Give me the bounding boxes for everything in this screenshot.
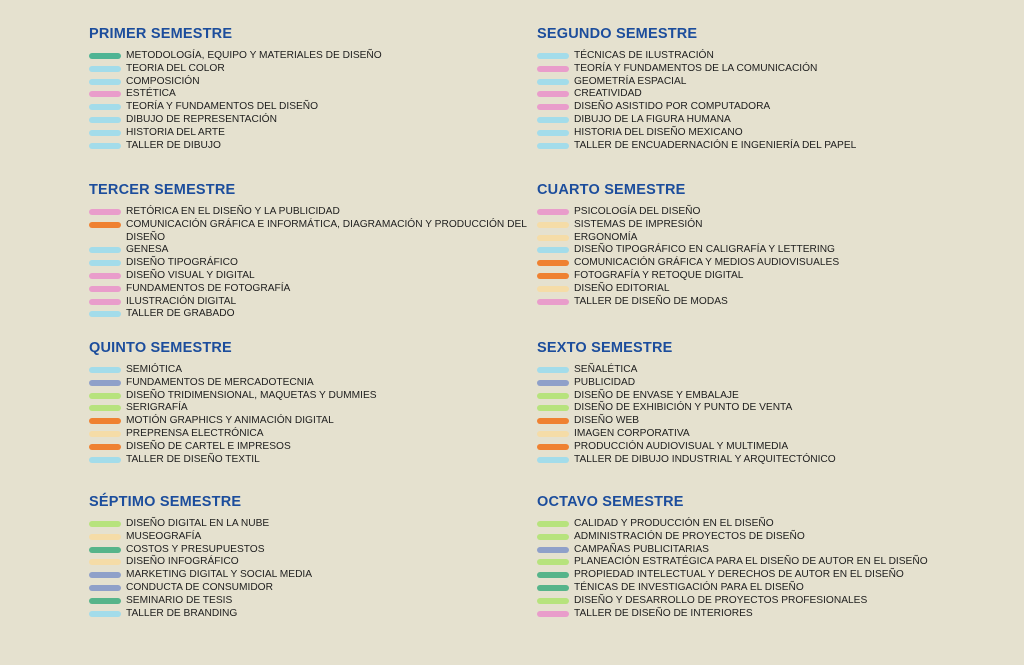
course-item: [89, 364, 529, 377]
color-pill-navy: [537, 380, 569, 386]
course-name: GENESA: [126, 244, 169, 256]
color-pill-navy: [537, 547, 569, 553]
semester-title: QUINTO SEMESTRE: [89, 340, 232, 356]
course-name: RETÓRICA EN EL DISEÑO Y LA PUBLICIDAD: [126, 206, 340, 217]
course-name: SEMINARIO DE TESIS: [126, 594, 233, 606]
course-name: TALLER DE GRABADO: [126, 308, 235, 320]
color-pill-navy: [89, 585, 121, 591]
color-pill-orange: [537, 273, 569, 279]
course-name: PUBLICIDAD: [574, 376, 636, 388]
course-item: [89, 101, 529, 114]
course-name: HISTORIA DEL DISEÑO MEXICANO: [574, 126, 743, 138]
course-name: DISEÑO TIPOGRÁFICO EN CALIGRAFÍA Y LETTERING: [574, 244, 835, 256]
color-pill-lime: [537, 405, 569, 411]
color-pill-mint: [89, 53, 121, 59]
course-item: [537, 127, 977, 140]
course-name: HISTORIA DEL ARTE: [126, 126, 225, 138]
semester-octavo: [537, 494, 977, 620]
course-name: TÉCNICAS DE ILUSTRACIÓN: [574, 50, 714, 61]
color-pill-cream: [537, 431, 569, 437]
course-item: [537, 114, 977, 127]
course-item: [89, 140, 529, 153]
color-pill-lime: [89, 521, 121, 527]
course-item: [89, 244, 529, 257]
course-item: [89, 556, 529, 569]
course-item: [89, 569, 529, 582]
color-pill-cream: [89, 431, 121, 437]
course-item: [537, 377, 977, 390]
color-pill-blue: [537, 130, 569, 136]
color-pill-blue: [89, 247, 121, 253]
course-item: [537, 76, 977, 89]
semester-tercer: [89, 182, 529, 321]
color-pill-blue: [89, 143, 121, 149]
course-name: SEMIÓTICA: [126, 364, 183, 375]
semester-segundo: [537, 26, 977, 152]
color-pill-lime: [537, 598, 569, 604]
color-pill-pink: [537, 91, 569, 97]
course-item: [537, 531, 977, 544]
course-item: [537, 364, 977, 377]
course-name: CREATIVIDAD: [574, 88, 642, 100]
color-pill-orange: [89, 444, 121, 450]
color-pill-blue: [89, 104, 121, 110]
course-name: MOTIÓN GRAPHICS Y ANIMACIÓN DIGITAL: [126, 415, 334, 427]
semester-title: PRIMER SEMESTRE: [89, 26, 233, 42]
course-item: [537, 441, 977, 454]
course-name: IMAGEN CORPORATIVA: [574, 427, 690, 439]
course-item: [89, 76, 529, 89]
color-pill-blue: [89, 117, 121, 123]
course-name: PSICOLOGÍA DEL DISEÑO: [574, 206, 701, 217]
course-name: FUNDAMENTOS DE FOTOGRAFÍA: [126, 282, 291, 294]
color-pill-pink: [537, 209, 569, 215]
course-name: DISEÑO DE ENVASE Y EMBALAJE: [574, 389, 739, 401]
color-pill-blue: [89, 130, 121, 136]
semester-primer: [89, 26, 529, 152]
color-pill-blue: [89, 260, 121, 266]
color-pill-lime: [537, 521, 569, 527]
course-item: [537, 518, 977, 531]
course-name: TALLER DE DIBUJO: [126, 139, 221, 151]
course-item: [89, 518, 529, 531]
semester-cuarto: [537, 182, 977, 308]
course-name: MARKETING DIGITAL Y SOCIAL MEDIA: [126, 569, 313, 581]
course-name: DISEÑO VISUAL Y DIGITAL: [126, 269, 255, 281]
course-name: METODOLOGÍA, EQUIPO Y MATERIALES DE DISEÑO: [126, 50, 382, 61]
course-name: DISEÑO DIGITAL EN LA NUBE: [126, 518, 270, 529]
course-item: [89, 441, 529, 454]
course-item: [537, 257, 977, 270]
course-item: [89, 88, 529, 101]
color-pill-pink: [537, 66, 569, 72]
color-pill-lime: [537, 559, 569, 565]
color-pill-blue: [89, 457, 121, 463]
color-pill-pink: [89, 273, 121, 279]
color-pill-pink: [537, 104, 569, 110]
color-pill-blue: [89, 311, 121, 317]
course-item: [89, 377, 529, 390]
course-item: [537, 608, 977, 621]
course-item: [89, 270, 529, 283]
color-pill-blue: [89, 79, 121, 85]
course-item: [89, 402, 529, 415]
course-name: TEORÍA Y FUNDAMENTOS DE LA COMUNICACIÓN: [574, 62, 818, 74]
color-pill-pink: [89, 91, 121, 97]
color-pill-lime: [537, 393, 569, 399]
course-item: [537, 595, 977, 608]
course-name: DISEÑO INFOGRÁFICO: [126, 556, 239, 568]
course-item: [537, 569, 977, 582]
course-item: [89, 595, 529, 608]
course-name: DISEÑO TIPOGRÁFICO: [126, 257, 238, 269]
course-item: [89, 114, 529, 127]
color-pill-orange: [537, 444, 569, 450]
color-pill-green: [89, 598, 121, 604]
course-name: FUNDAMENTOS DE MERCADOTECNIA: [126, 376, 314, 388]
color-pill-pink: [537, 299, 569, 305]
course-name: PRODUCCIÓN AUDIOVISUAL Y MULTIMEDIA: [574, 440, 789, 452]
course-item: [537, 544, 977, 557]
course-name: DISEÑO ASISTIDO POR COMPUTADORA: [574, 101, 771, 113]
course-name: SISTEMAS DE IMPRESIÓN: [574, 218, 703, 230]
course-name: PREPRENSA ELECTRÓNICA: [126, 427, 264, 439]
course-item: [537, 556, 977, 569]
course-name: DIBUJO DE LA FIGURA HUMANA: [574, 113, 731, 125]
semester-title: SEGUNDO SEMESTRE: [537, 26, 698, 42]
course-name: ILUSTRACIÓN DIGITAL: [126, 295, 237, 307]
course-name: DISEÑO WEB: [574, 415, 640, 427]
course-item: [89, 63, 529, 76]
course-item: [89, 582, 529, 595]
color-pill-navy: [89, 380, 121, 386]
color-pill-navy: [89, 572, 121, 578]
course-item: [537, 206, 977, 219]
course-name: DISEÑO DE EXHIBICIÓN Y PUNTO DE VENTA: [574, 402, 793, 414]
course-name: SERIGRAFÍA: [126, 402, 188, 414]
course-name: TALLER DE DISEÑO DE INTERIORES: [574, 607, 753, 619]
course-name: SEÑALÉTICA: [574, 364, 638, 375]
course-item: [89, 415, 529, 428]
course-name: DISEÑO Y DESARROLLO DE PROYECTOS PROFESIONALES: [574, 594, 868, 606]
color-pill-pink: [89, 209, 121, 215]
course-item: [537, 402, 977, 415]
course-item: [89, 390, 529, 403]
course-item: [537, 582, 977, 595]
course-name: TÉNICAS DE INVESTIGACIÓN PARA EL DISEÑO: [574, 581, 804, 593]
course-name: DISEÑO TRIDIMENSIONAL, MAQUETAS Y DUMMIES: [126, 389, 377, 401]
color-pill-blue: [537, 247, 569, 253]
course-name: GEOMETRÍA ESPACIAL: [574, 75, 687, 87]
course-item: [537, 296, 977, 309]
course-item: [89, 127, 529, 140]
course-name: CAMPAÑAS PUBLICITARIAS: [574, 543, 709, 555]
course-item: [537, 283, 977, 296]
color-pill-green: [537, 572, 569, 578]
course-item: [89, 454, 529, 467]
course-item: [89, 531, 529, 544]
semester-title: OCTAVO SEMESTRE: [537, 494, 684, 510]
color-pill-lime: [89, 405, 121, 411]
course-item: [537, 454, 977, 467]
color-pill-orange: [89, 222, 121, 228]
color-pill-cream: [89, 559, 121, 565]
course-item: [89, 544, 529, 557]
color-pill-green: [89, 547, 121, 553]
course-name: FOTOGRAFÍA Y RETOQUE DIGITAL: [574, 269, 744, 281]
semester-title: SÉPTIMO SEMESTRE: [89, 494, 242, 510]
course-name: DISEÑO DE CARTEL E IMPRESOS: [126, 440, 291, 452]
course-name: COMUNICACIÓN GRÁFICA E INFORMÁTICA, DIAGRAMACIÓN Y PRODUCCIÓN DEL DISEÑO: [126, 218, 527, 243]
color-pill-orange: [537, 418, 569, 424]
course-name: COMUNICACIÓN GRÁFICA Y MEDIOS AUDIOVISUALES: [574, 257, 840, 269]
semester-sexto: [537, 340, 977, 466]
color-pill-lime: [537, 534, 569, 540]
course-name: CALIDAD Y PRODUCCIÓN EN EL DISEÑO: [574, 518, 774, 529]
course-name: TALLER DE ENCUADERNACIÓN E INGENIERÍA DEL PAPEL: [574, 139, 857, 151]
course-name: TALLER DE DISEÑO TEXTIL: [126, 453, 260, 465]
course-item: [537, 244, 977, 257]
color-pill-cream: [537, 222, 569, 228]
color-pill-orange: [537, 260, 569, 266]
course-name: TEORIA DEL COLOR: [126, 62, 225, 74]
course-item: [537, 390, 977, 403]
color-pill-pink: [537, 611, 569, 617]
semester-quinto: [89, 340, 529, 466]
course-name: TALLER DE BRANDING: [126, 607, 238, 619]
course-item: [89, 283, 529, 296]
semester-title: SEXTO SEMESTRE: [537, 340, 673, 356]
semester-title: CUARTO SEMESTRE: [537, 182, 686, 198]
color-pill-blue: [537, 143, 569, 149]
course-item: [89, 296, 529, 309]
color-pill-blue: [89, 611, 121, 617]
color-pill-green: [537, 585, 569, 591]
color-pill-cream: [537, 235, 569, 241]
course-name: DIBUJO DE REPRESENTACIÓN: [126, 113, 277, 125]
color-pill-blue: [537, 79, 569, 85]
color-pill-pink: [89, 286, 121, 292]
course-name: ADMINISTRACIÓN DE PROYECTOS DE DISEÑO: [574, 530, 805, 542]
color-pill-pink: [89, 299, 121, 305]
course-item: [89, 608, 529, 621]
course-item: [537, 232, 977, 245]
course-item: [537, 101, 977, 114]
course-item: [537, 219, 977, 232]
course-name: COSTOS Y PRESUPUESTOS: [126, 543, 265, 555]
course-name: ESTÉTICA: [126, 88, 176, 100]
course-name: COMPOSICIÓN: [126, 75, 200, 87]
course-name: CONDUCTA DE CONSUMIDOR: [126, 581, 273, 593]
course-item: [537, 88, 977, 101]
course-item: [537, 63, 977, 76]
course-item: [89, 428, 529, 441]
course-item: [537, 50, 977, 63]
color-pill-blue: [537, 457, 569, 463]
course-name: DISEÑO EDITORIAL: [574, 282, 670, 294]
course-item: [537, 415, 977, 428]
course-item: [89, 206, 529, 219]
course-name: PLANEACIÓN ESTRATÉGICA PARA EL DISEÑO DE AUTOR EN EL DISEÑO: [574, 556, 928, 568]
color-pill-blue: [89, 66, 121, 72]
course-item: [537, 428, 977, 441]
course-name: ERGONOMÍA: [574, 231, 638, 243]
course-item: [89, 308, 529, 321]
course-item: [537, 270, 977, 283]
color-pill-blue: [537, 367, 569, 373]
course-name: PROPIEDAD INTELECTUAL Y DERECHOS DE AUTOR EN EL DISEÑO: [574, 569, 904, 581]
course-name: TALLER DE DIBUJO INDUSTRIAL Y ARQUITECTÓNICO: [574, 453, 836, 465]
color-pill-orange: [89, 418, 121, 424]
color-pill-blue: [537, 117, 569, 123]
course-item: [89, 50, 529, 63]
semester-septimo: [89, 494, 529, 620]
color-pill-blue: [537, 53, 569, 59]
course-name: TALLER DE DISEÑO DE MODAS: [574, 295, 728, 307]
color-pill-cream: [537, 286, 569, 292]
semester-title: TERCER SEMESTRE: [89, 182, 236, 198]
course-item: [89, 257, 529, 270]
color-pill-lime: [89, 393, 121, 399]
course-item: [537, 140, 977, 153]
color-pill-cream: [89, 534, 121, 540]
color-pill-blue: [89, 367, 121, 373]
course-name: MUSEOGRAFÍA: [126, 530, 202, 542]
course-item: [89, 219, 529, 245]
course-name: TEORÍA Y FUNDAMENTOS DEL DISEÑO: [126, 101, 319, 113]
